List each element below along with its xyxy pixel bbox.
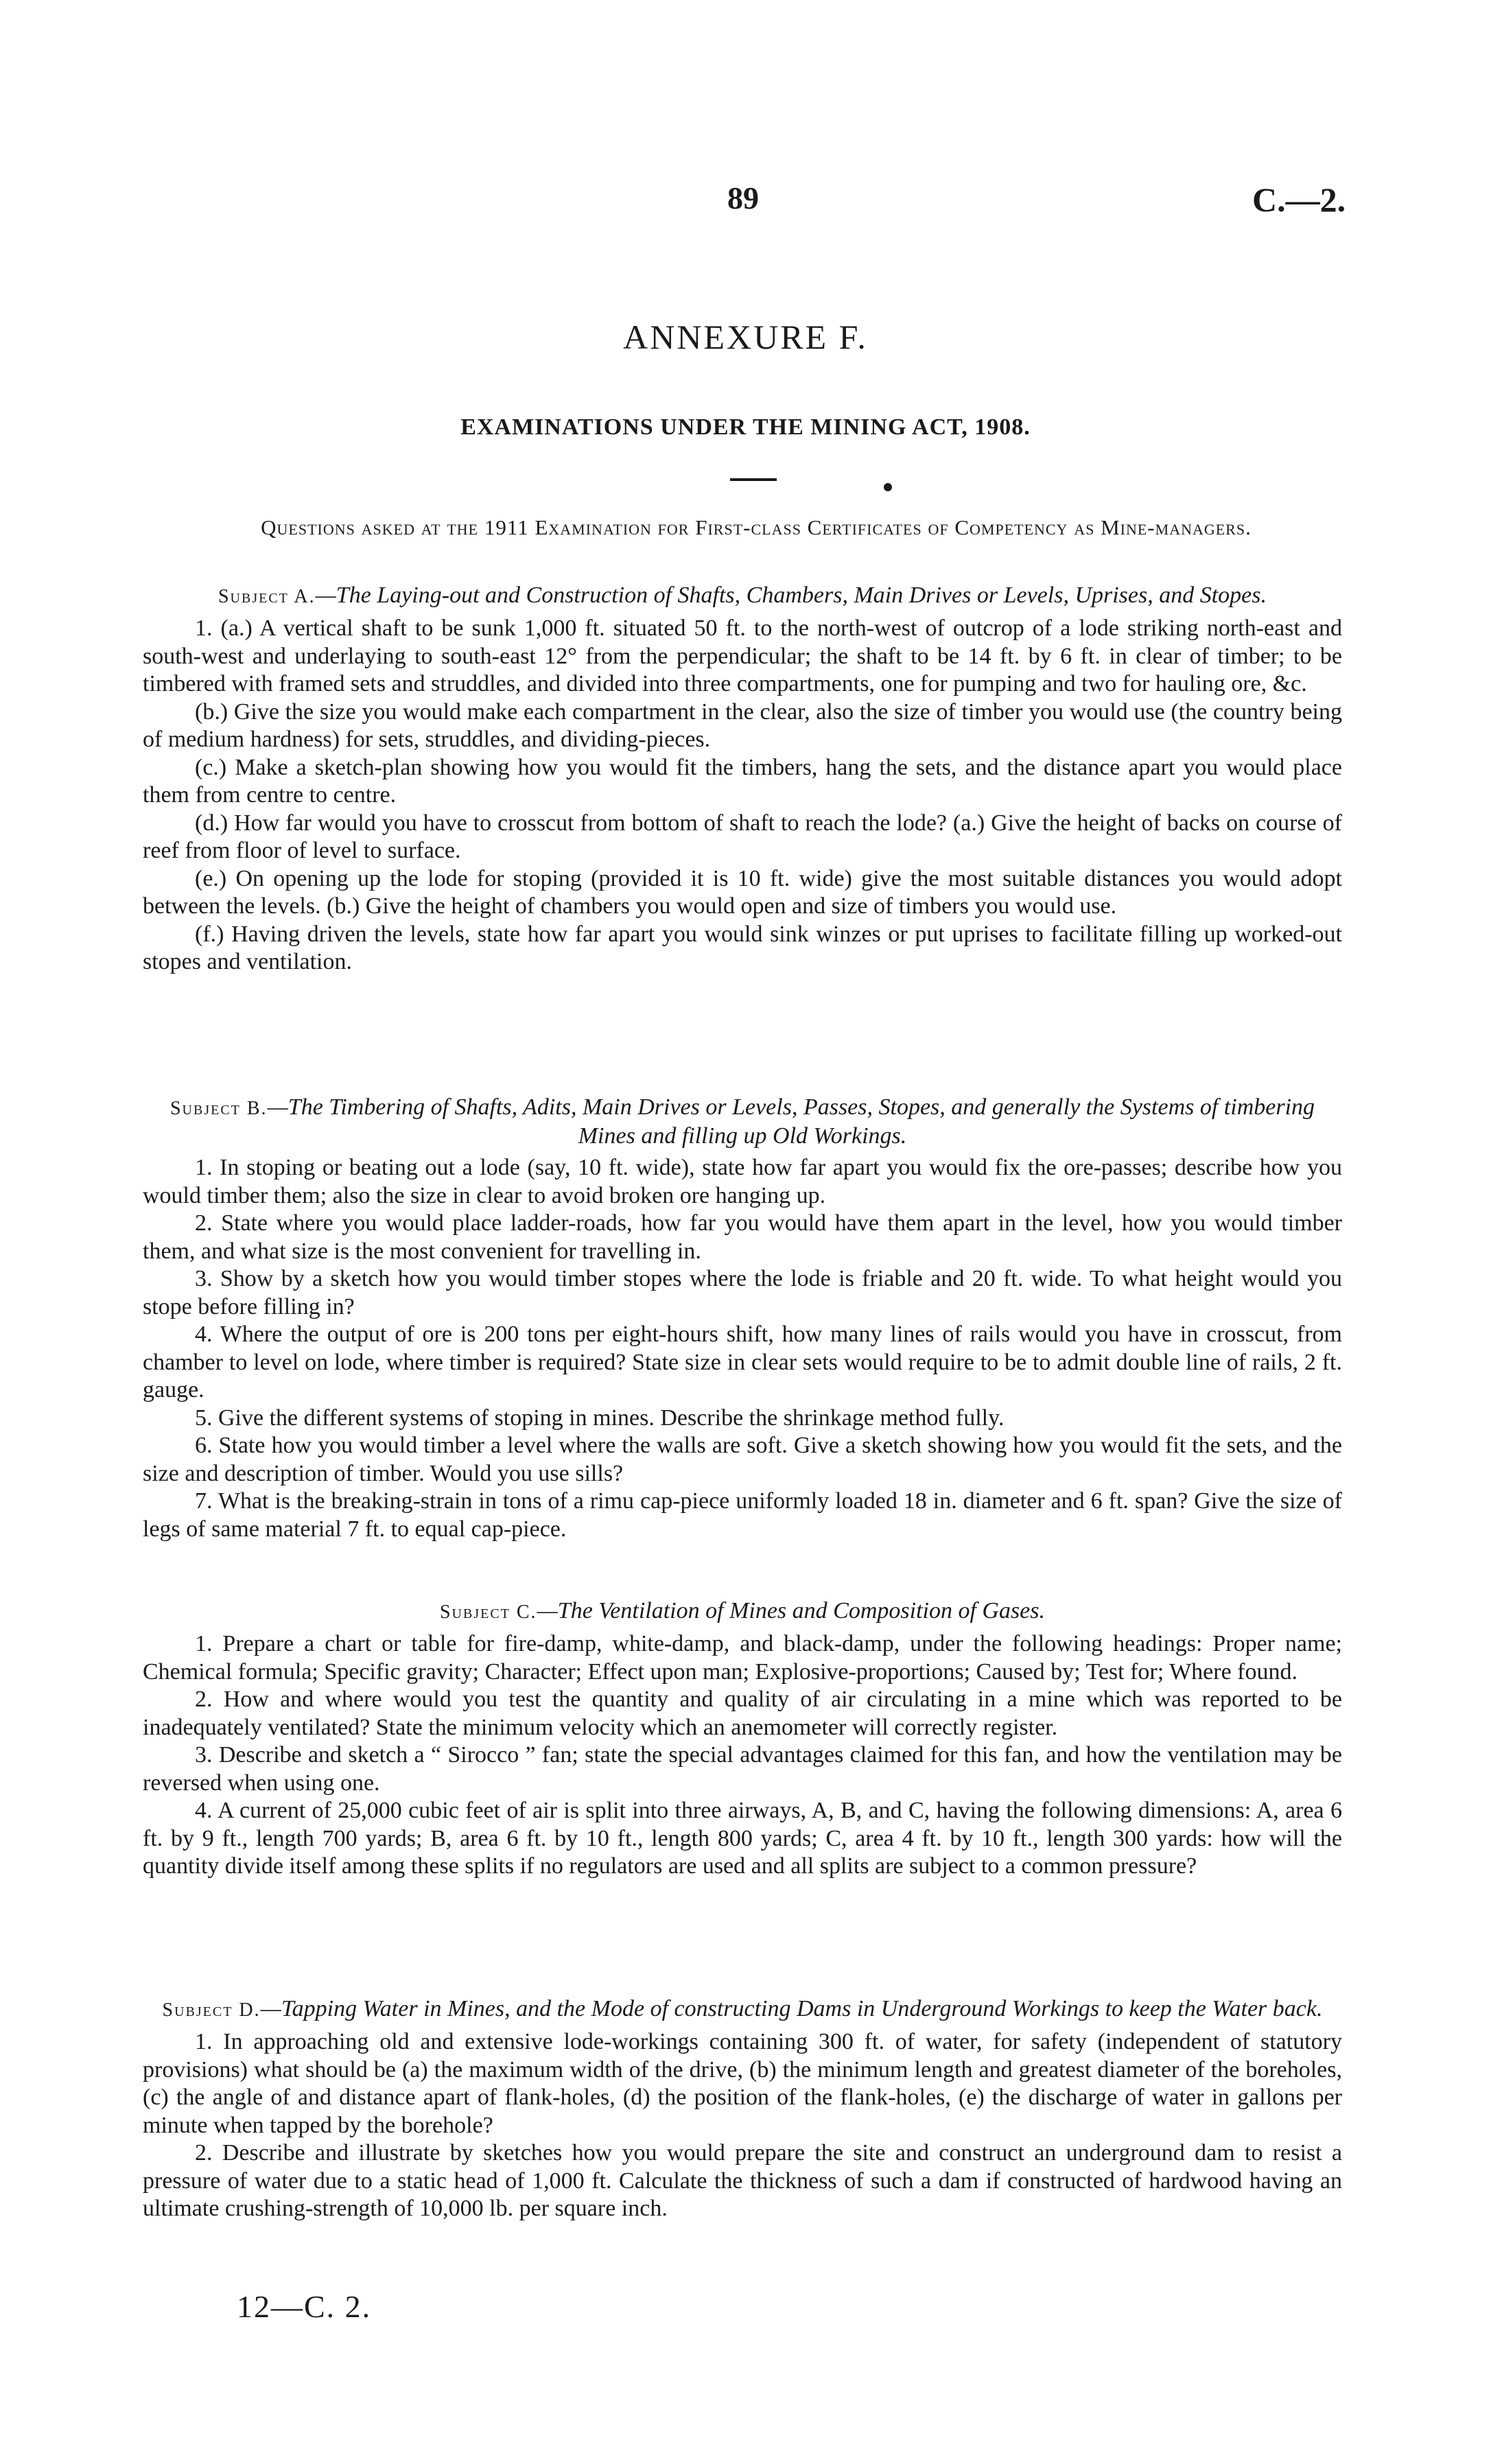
subject-d-title: —Tapping Water in Mines, and the Mode of constructing Dams in Underground Workings to keep the Water back. [260,1996,1323,2021]
subject-a-heading [143,582,1342,611]
subject-c-label: Subject C. [439,1601,537,1623]
subject-c-question: 3. Describe and sketch a “ Sirocco ” fan; state the special advantages claimed for this fan, and how the ventilation may be reversed when using one. [143,1742,1342,1796]
subject-a-title: —The Laying-out and Construction of Shafts, Chambers, Main Drives or Levels, Uprises, and Stopes. [315,583,1267,608]
subject-d-label: Subject D. [162,1999,261,2021]
subject-a-question: (b.) Give the size you would make each compartment in the clear, also the size of timber you would use (the country being of medium hardness) for sets, struddles, and dividing-pieces. [143,699,1342,752]
annexure-title: ANNEXURE F. [623,318,868,356]
subject-d-section [143,1995,1342,2223]
subject-d-question: 2. Describe and illustrate by sketches how you would prepare the site and construct an underground dam to resist a pressure of water due to a static head of 1,000 ft. Calculate the thickness of such a dam if constructed of hardwood having an ultimate crushing-strength of 10,000 lb. per square inch. [143,2140,1342,2221]
subject-c-question: 4. A current of 25,000 cubic feet of air is split into three airways, A, B, and C, having the following dimensions: A, area 6 ft. by 9 ft., length 700 yards; B, area 6 ft. by 10 ft., length 800 yards; C, area 4 ft. by 10 ft., length 300 yards: how will the quantity divide itself among these splits if no regulators are used and all splits are subject to a common pressure? [143,1798,1342,1879]
subject-b-section [143,1094,1342,1543]
subject-a-label: Subject A. [218,586,316,607]
subject-b-question: 4. Where the output of ore is 200 tons per eight-hours shift, how many lines of rails would you have in crosscut, from chamber to level on lode, where timber is required? State size in clear sets would require to be to admit double line of rails, 2 ft. gauge. [143,1322,1342,1403]
page-number: 89 [727,180,759,215]
signature-mark: 12—C. 2. [237,2289,372,2324]
subject-a-question: (e.) On opening up the lode for stoping (provided it is 10 ft. wide) give the most suitable distances you would adopt between the levels. (b.) Give the height of chambers you would open and size of timbers you would use. [143,865,1342,919]
subject-a-question: (c.) Make a sketch-plan showing how you would fit the timbers, hang the sets, and the distance apart you would place them from centre to centre. [143,754,1342,808]
subject-b-question: 7. What is the breaking-strain in tons of a rimu cap-piece uniformly loaded 18 in. diameter and 6 ft. span? Give the size of legs of same material 7 ft. to equal cap-piece. [143,1488,1342,1542]
subject-a-question: (f.) Having driven the levels, state how far apart you would sink winzes or put uprises to facilitate filling up worked-out stopes and ventilation. [143,921,1342,974]
subject-b-question: 1. In stoping or beating out a lode (say, 10 ft. wide), state how far apart you would fix the ore-passes; describe how you would timber them; also the size in clear to avoid broken ore hanging up. [143,1155,1342,1208]
title-dot [884,483,892,491]
subject-c-heading [143,1597,1342,1626]
subject-b-question: 6. State how you would timber a level where the walls are soft. Give a sketch showing how you would fit the sets, and the size and description of timber. Would you use sills? [143,1433,1342,1486]
title-rule [730,478,777,481]
subject-a-question: (d.) How far would you have to crosscut from bottom of shaft to reach the lode? (a.) Give the height of backs on course of reef from floor of level to surface. [143,810,1342,863]
exam-title: EXAMINATIONS UNDER THE MINING ACT, 1908. [460,414,1031,440]
subject-b-question: 3. Show by a sketch how you would timber stopes where the lode is friable and 20 ft. wide. To what height would you stope before filling in? [143,1266,1342,1319]
subject-a-section [143,582,1342,976]
subject-b-question: 5. Give the different systems of stoping in mines. Describe the shrinkage method fully. [195,1405,1005,1431]
subject-c-question: 1. Prepare a chart or table for fire-damp, white-damp, and black-damp, under the following headings: Proper name; Chemical formula; Specific gravity; Character; Effect upon man; Explosive-proportions; Caused by; Test for; Where found. [143,1631,1342,1685]
subject-a-question: 1. (a.) A vertical shaft to be sunk 1,000 ft. situated 50 ft. to the north-west of outcrop of a lode striking north-east and south-west and underlaying to south-east 12° from the perpendicular; the shaft to be 14 ft. by 6 ft. in clear of timber; to be timbered with framed sets and struddles, and divided into three compartments, one for pumping and two for hauling ore, &c. [143,615,1342,696]
subject-d-question: 1. In approaching old and extensive lode-workings containing 300 ft. of water, for safety (independent of statutory provisions) what should be (a) the maximum width of the drive, (b) the minimum length and greatest diameter of the boreholes, (c) the angle of and distance apart of flank-holes, (d) the position of the flank-holes, (e) the discharge of water in gallons per minute when tapped by the borehole? [143,2029,1342,2138]
subject-c-question: 2. How and where would you test the quantity and quality of air circulating in a mine which was reported to be inadequately ventilated? State the minimum velocity which an anemometer will correctly register. [143,1687,1342,1740]
subject-b-label: Subject B. [169,1098,268,1119]
subject-d-heading [143,1995,1342,2024]
subject-b-title: —The Timbering of Shafts, Adits, Main Drives or Levels, Passes, Stopes, and generally the Systems of timbering Mines and filling up Old Workings. [267,1094,1315,1149]
document-reference: C.—2. [1252,180,1346,219]
subject-b-question: 2. State where you would place ladder-roads, how far you would have them apart in the level, how you would timber them, and what size is the most convenient for travelling in. [143,1210,1342,1264]
subject-c-section [143,1597,1342,1881]
subject-c-title: —The Ventilation of Mines and Composition of Gases. [537,1598,1046,1623]
intro-heading: Questions asked at the 1911 Examination for First-class Certificates of Competency as Mine-managers. [261,515,1252,539]
subject-b-heading [143,1094,1342,1150]
